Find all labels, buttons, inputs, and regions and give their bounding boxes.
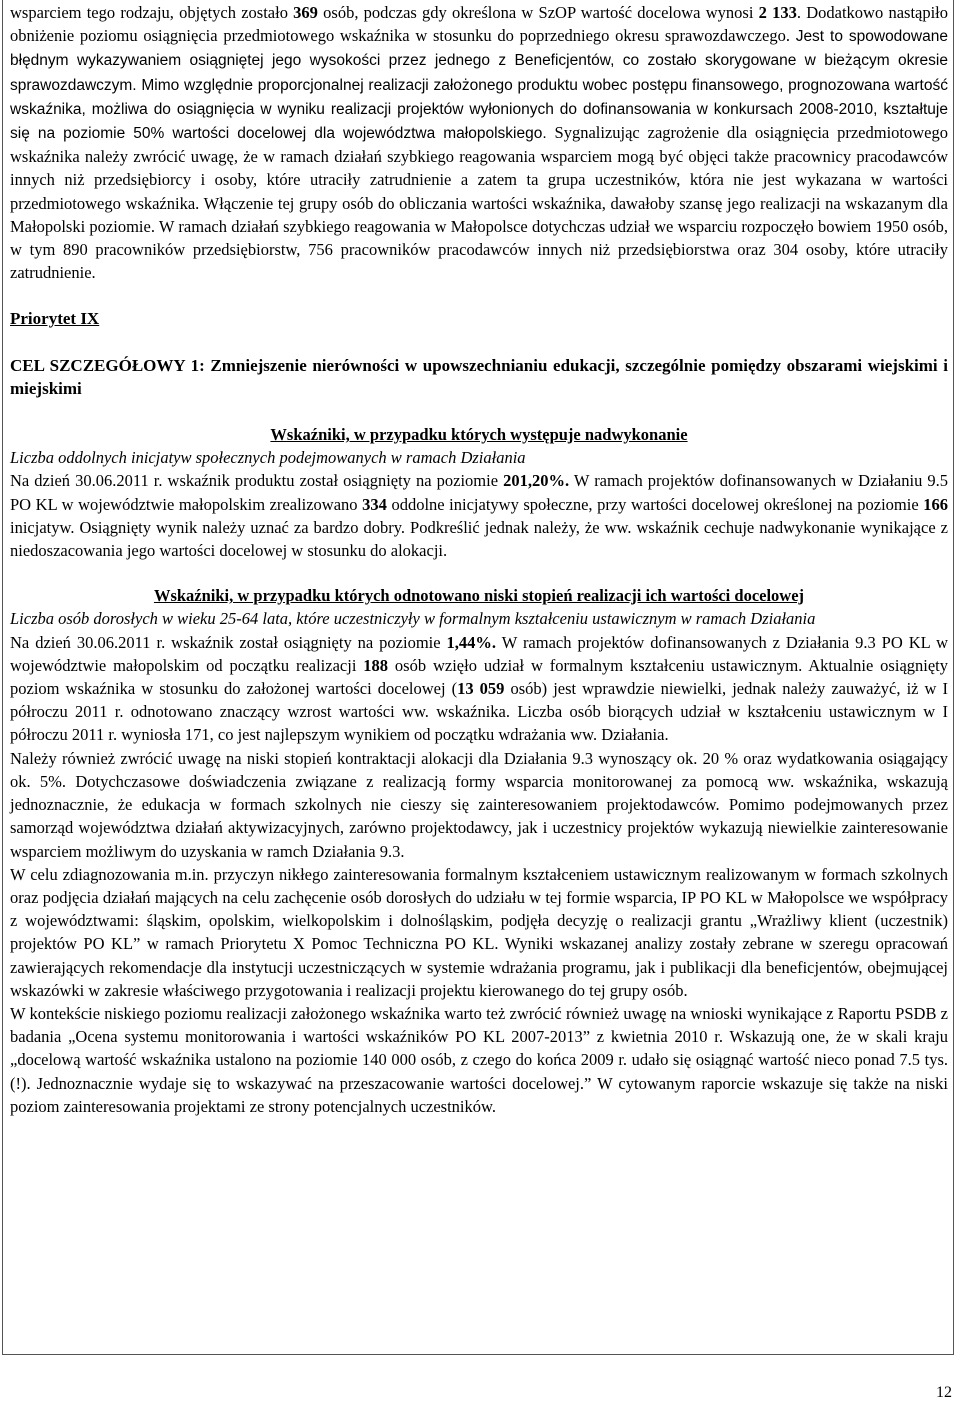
paragraph-diagnosis: W celu zdiagnozowania m.in. przyczyn nikłego zainteresowania formalnym kształceniem ustawicznym realizowanym w formach szkolnych oraz podjęcia działań mających na celu zachęcenie osób dorosłych do udziału w tej formie wsparcia, IP PO KL w Małopolsce we współpracy z województwami: śląskim, opolskim, wielkopolskim i dolnośląskim, podjęła decyzję o realizacji grantu „Wrażliwy klient (uczestnik) projektów PO KL” w ramach Priorytetu X Pomoc Techniczna PO KL. Wyniki wskazanej analizy zostały zebrane w szeregu opracowań zawierających rekomendacje dla instytucji uczestniczących w systemie wdrażania programu, jak i publikacji dla beneficjentów, obejmującej wskazówki w zakresie właściwego przygotowania i realizacji projektu kierowanego do tej grupy osób.	[10, 864, 948, 1000]
paragraph-intro: wsparciem tego rodzaju, objętych zostało 369 osób, podczas gdy określona w SzOP wartość docelowa wynosi 2 133. Dodatkowo nastąpiło obniżenie poziomu osiągnięcia przedmiotowego wskaźnika w stosunku do poprzedniego okresu sprawozdawczego. Jest to spowodowane błędnym wykazywaniem osiągniętej jego wysokości przez jednego z Beneficjentów, co zostało skorygowane w bieżącym okresie sprawozdawczym. Mimo względnie proporcjonalnej realizacji założonego produktu wobec postępu finansowego, prognozowana wartość wskaźnika, możliwa do osiągnięcia w wyniku realizacji projektów wyłonionych do dofinansowania w konkursach 2008-2010, kształtuje się na poziomie 50% wartości docelowej dla województwa małopolskiego. Sygnalizując zagrożenie dla osiągnięcia przedmiotowego wskaźnika należy zwrócić uwagę, że w ramach działań szybkiego reagowania wsparciem mogą być objęci także pracownicy pracodawców innych niż przedsiębiorcy i osoby, które utraciły zatrudnienie a zatem ta grupa uczestników, która nie jest wykazana w wartości przedmiotowego wskaźnika. Włączenie tej grupy osób do obliczania wartości wskaźnika, dawałoby szansę jego realizacji na wskazanym dla Małopolski poziomie. W ramach działań szybkiego reagowania w Małopolsce dotychczas udział we wsparciu rozpoczęło bowiem 1950 osób, w tym 890 pracowników przedsiębiorstw, 756 pracowników pracodawców innych niż przedsiębiorstwa oraz 304 osoby, które utraciły zatrudnienie.	[10, 3, 949, 283]
paragraph-low-realization: Na dzień 30.06.2011 r. wskaźnik został osiągnięty na poziomie 1,44%. W ramach projektów dofinansowanych z Działania 9.3 PO KL w województwie małopolskim od początku realizacji 188 osób wzięło udział w formalnym kształceniu ustawicznym. Aktualnie osiągnięty poziom wskaźnika w stosunku do założonej wartości docelowej (13 059 osób) jest wprawdzie niewielki, jednak należy zauważyć, iż w I półroczu 2011 r. odnotowano znaczący wzrost wartości ww. wskaźnika. Liczba osób biorących udział w kształceniu ustawicznym w I półroczu 2011 r. wyniosła 171, co jest najlepszym wynikiem od początku wdrażania ww. Działania.	[10, 632, 949, 745]
indicator-name: Liczba oddolnych inicjatyw społecznych podejmowanych w ramach Działania	[10, 448, 526, 468]
document-body	[10, 1, 948, 1118]
paragraph-contracting: Należy również zwrócić uwagę na niski stopień kontraktacji alokacji dla Działania 9.3 wynoszący ok. 20 % oraz wydatkowania osiągający ok. 5%. Dotychczasowe doświadczenia związane z realizacją formy wsparcia monitorowanej za pomocą ww. wskaźnika, wskazują jednoznacznie, że edukacja w formach szkolnych nie cieszy się zainteresowaniem projektodawców. Pomimo podejmowanych przez samorząd województwa działań aktywizacyjnych, zarówno projektodawcy, jak i uczestnicy projektów wykazują niewielkie zainteresowanie wsparciem możliwym do uzyskania w ramch Działania 9.3.	[10, 748, 948, 861]
indicator-name: Liczba osób dorosłych w wieku 25-64 lata, które uczestniczyły w formalnym kształceniu ustawicznym w ramach Działania	[10, 609, 816, 629]
priority-heading: Priorytet IX	[10, 309, 100, 329]
paragraph-overperformance: Na dzień 30.06.2011 r. wskaźnik produktu został osiągnięty na poziomie 201,20%. W ramach projektów dofinansowanych w Działaniu 9.5 PO KL w województwie małopolskim zrealizowano 334 oddolne inicjatywy społeczne, przy wartości docelowej określonej na poziomie 166 inicjatyw. Osiągnięty wynik należy uznać za bardzo dobry. Podkreślić jednak należy, że ww. wskaźnik cechuje nadwykonanie wynikające z niedoszacowania jego wartości docelowej w stosunku do alokacji.	[10, 471, 949, 561]
page-number: 12	[936, 1384, 952, 1401]
section-low-realization-heading: Wskaźniki, w przypadku których odnotowano niski stopień realizacji ich wartości docelowej	[153, 586, 805, 606]
paragraph-psdb-report: W kontekście niskiego poziomu realizacji założonego wskaźnika warto też zwrócić również uwagę na wnioski wynikające z Raportu PSDB z badania „Ocena systemu monitorowania i wartości wskaźników PO KL 2007-2013” z kwietnia 2010 r. Wskazują one, że w skali kraju „docelową wartość wskaźnika ustalono na poziomie 140 000 osób, z czego do końca 2009 r. udało się osiągnąć wartość nieco ponad 7.5 tys.(!). Jednoznacznie wydaje się to wskazywać na przeszacowanie wartości docelowej.” W cytowanym raporcie wskazuje się także na niski poziom zainteresowania projektami ze strony potencjalnych uczestników.	[10, 1003, 948, 1116]
goal-heading: CEL SZCZEGÓŁOWY 1: Zmniejszenie nierówności w upowszechnianiu edukacji, szczególnie pomiędzy obszarami wiejskimi i miejskimi	[10, 355, 948, 398]
section-overperformance-heading: Wskaźniki, w przypadku których występuje nadwykonanie	[270, 425, 688, 445]
